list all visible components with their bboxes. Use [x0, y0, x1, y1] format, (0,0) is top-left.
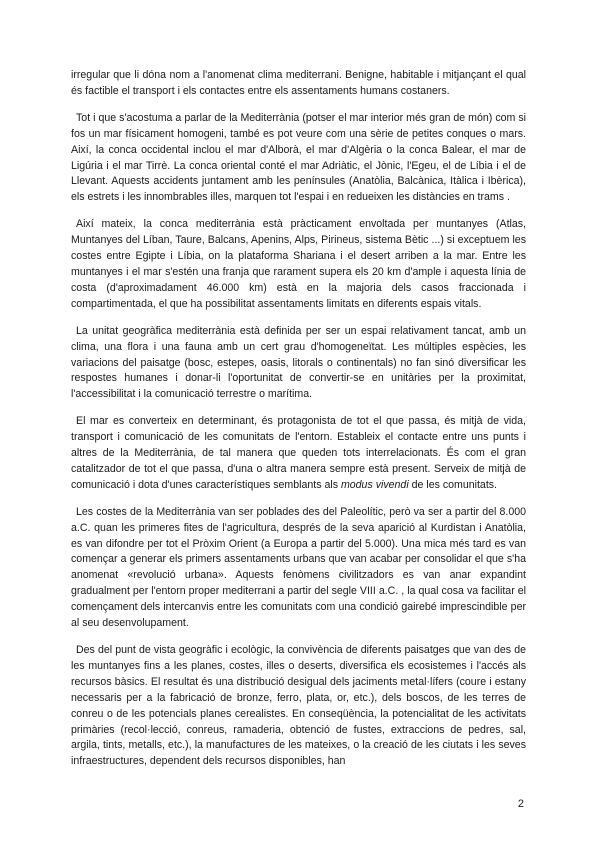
paragraph-sea-role-end: de les comunitats. [408, 478, 497, 491]
paragraph-sea-role [71, 414, 526, 494]
paragraph-sea-role-text: El mar es converteix en determinant, és protagonista de tot el que passa, és mitjà de vida, transport i comunicació de les comunitats de l'entorn. Estableix el contacte entre uns punts i altres de la Mediterrània, de tal manera que queden tots interrelacionats. És com el gran catalitzador de tot el que passa, d'una o altra manera sempre està present. Serveix de mitjà de comunicació i dota d'unes característiques semblants als [71, 415, 526, 491]
paragraph-ecology: Des del punt de vista geogràfic i ecològic, la convivència de diferents paisatges que van des de les muntanyes fins a les planes, costes, illes o deserts, diversifica els ecosistemes i l'accés als recursos bàsics. El resultat és una distribució desigual dels jaciments metal·lífers (coure i estany necessaris per a la fabricació de bronze, ferro, plata, or, etc.), dels boscos, de les terres de conreu o de les potencials planes cerealistes. En conseqüència, la potencialitat de les activitats primàries (recol·lecció, conreus, ramaderia, obtenció de fustes, extraccions de pedres, sal, argila, tints, metalls, etc.), la manufactures de les mateixes, o la creació de les ciutats i les seves infraestructures, dependent dels recursos disponibles, han [71, 644, 526, 768]
paragraph-mountains: Així mateix, la conca mediterrània està pràcticament envoltada per muntanyes (Atlas, Muntanyes del Líban, Taure, Balcans, Apenins, Alps, Pirineus, sistema Bètic ...) si exceptuem les costes entre Egipte i Líbia, on la plataforma Shariana i el desert arriben a la mar. Entre les muntanyes i el mar s'estén una franja que rarament supera els 20 km d'ample i aquesta línia de costa (d'aproximadament 46.000 km) està en la majoria dels casos fraccionada i compartimentada, el que ha possibilitat assentaments limitats en diferents espais vitals. [71, 218, 526, 310]
italic-term: modus vivendi [340, 478, 409, 491]
page-body [71, 68, 526, 781]
paragraph-basins: Tot i que s'acostuma a parlar de la Mediterrània (potser el mar interior més gran de món) com si fos un mar físicament homogeni, també es pot veure com una sèrie de petites conques o mars. Així, la conca occidental inclou el mar d'Alborà, el mar d'Algèria o la conca Balear, el mar de Ligúria i el mar Tirrè. La conca oriental conté el mar Adriàtic, el Jònic, l'Egeu, el de Líbia i el de Llevant. Aquests accidents juntament amb les penínsules (Anatòlia, Balcànica, Itàlica i Ibèrica), els estrets i les innombrables illes, marquen tot l'espai i en redueixen les distàncies en trams . [71, 111, 526, 204]
paragraph-coasts-history: Les costes de la Mediterrània van ser poblades des del Paleolític, però va ser a partir del 8.000 a.C. quan les primeres fites de l'agricultura, després de la seva aparició al Kurdistan i Anatòlia, es van difondre per tot el Pròxim Orient (a Europa a partir del 5.000). Una mica més tard es van començar a generar els primers assentaments urbans que van acabar per consolidar el que s'ha anomenat «revolució urbana». Aquests fenòmens civilitzadors es van anar expandint gradualment per l'entorn proper mediterrani a partir del segle VIII a.C. , la qual cosa va facilitar el començament dels intercanvis entre les comunitats com una condició gairebé imprescindible per al seu desenvolupament. [71, 505, 526, 630]
paragraph-geographic-unit: La unitat geogràfica mediterrània està definida per ser un espai relativament tancat, amb un clima, una flora i una fauna amb un cert grau d'homogeneïtat. Les múltiples espècies, les variacions del paisatge (bosc, estepes, oasis, litorals o continentals) no fan sinó diversificar les respostes humanes i donar-li l'oportunitat de convertir-se en unitàries per la proximitat, l'accessibilitat i la comunicació terrestre o marítima. [71, 324, 526, 401]
page-number: 2 [517, 798, 524, 810]
paragraph-climate: irregular que li dóna nom a l'anomenat clima mediterrani. Benigne, habitable i mitjançant el qual és factible el transport i els contactes entre els assentaments humans costaners. [71, 69, 526, 97]
